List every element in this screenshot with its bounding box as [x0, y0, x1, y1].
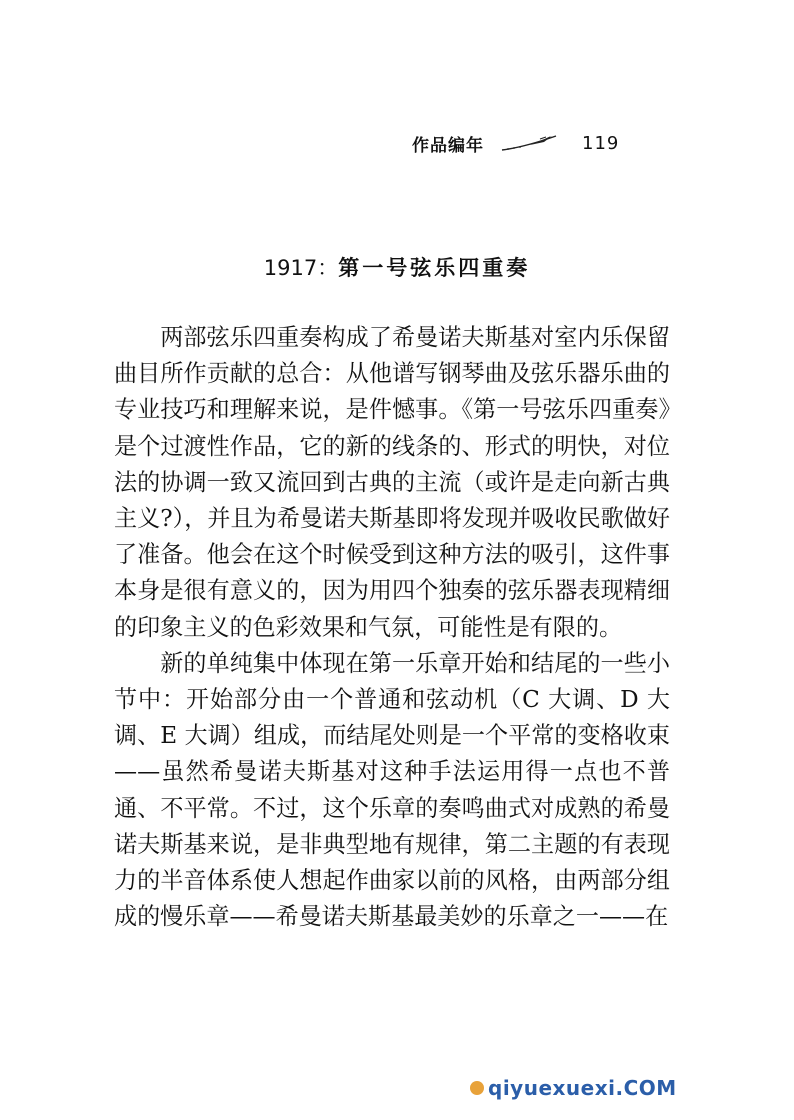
quill-ornament-icon [500, 133, 560, 153]
body-text [114, 320, 670, 935]
chapter-title: 第一号弦乐四重奏 [338, 255, 531, 280]
paragraph: 两部弦乐四重奏构成了希曼诺夫斯基对室内乐保留曲目所作贡献的总合：从他谱写钢琴曲及弦乐器乐曲的专业技巧和理解来说，是件憾事。《第一号弦乐四重奏》是个过渡性作品，它的新的线条的、形式的明快，对位法的协调一致又流回到古典的主流（或许是走向新古典主义?），并且为希曼诺夫斯基即将发现并吸收民歌做好了准备。他会在这个时候受到这种方法的吸引，这件事本身是很有意义的，因为用四个独奏的弦乐器表现精细的印象主义的色彩效果和气氛，可能性是有限的。 [114, 325, 670, 641]
page-number: 119 [582, 132, 620, 154]
running-head-title: 作品编年 [412, 135, 484, 156]
watermark-logo-icon [470, 1081, 484, 1095]
paragraph: 新的单纯集中体现在第一乐章开始和结尾的一些小节中：开始部分由一个普通和弦动机（C 大调、D 大调、E 大调）组成，而结尾处则是一个平常的变格收束——虽然希曼诺夫斯基对这种手法运用得一点也不普通、不平常。不过，这个乐章的奏鸣曲式对成熟的希曼诺夫斯基来说，是非典型地有规律，第二主题的有表现力的半音体系使人想起作曲家以前的风格，由两部分组成的慢乐章——希曼诺夫斯基最美妙的乐章之一——在 [114, 650, 670, 931]
chapter-heading [0, 252, 794, 282]
running-head [412, 128, 619, 158]
chapter-year: 1917： [263, 256, 339, 280]
site-watermark [470, 1076, 677, 1100]
watermark-text: qiyuexuexi.COM [488, 1076, 677, 1100]
